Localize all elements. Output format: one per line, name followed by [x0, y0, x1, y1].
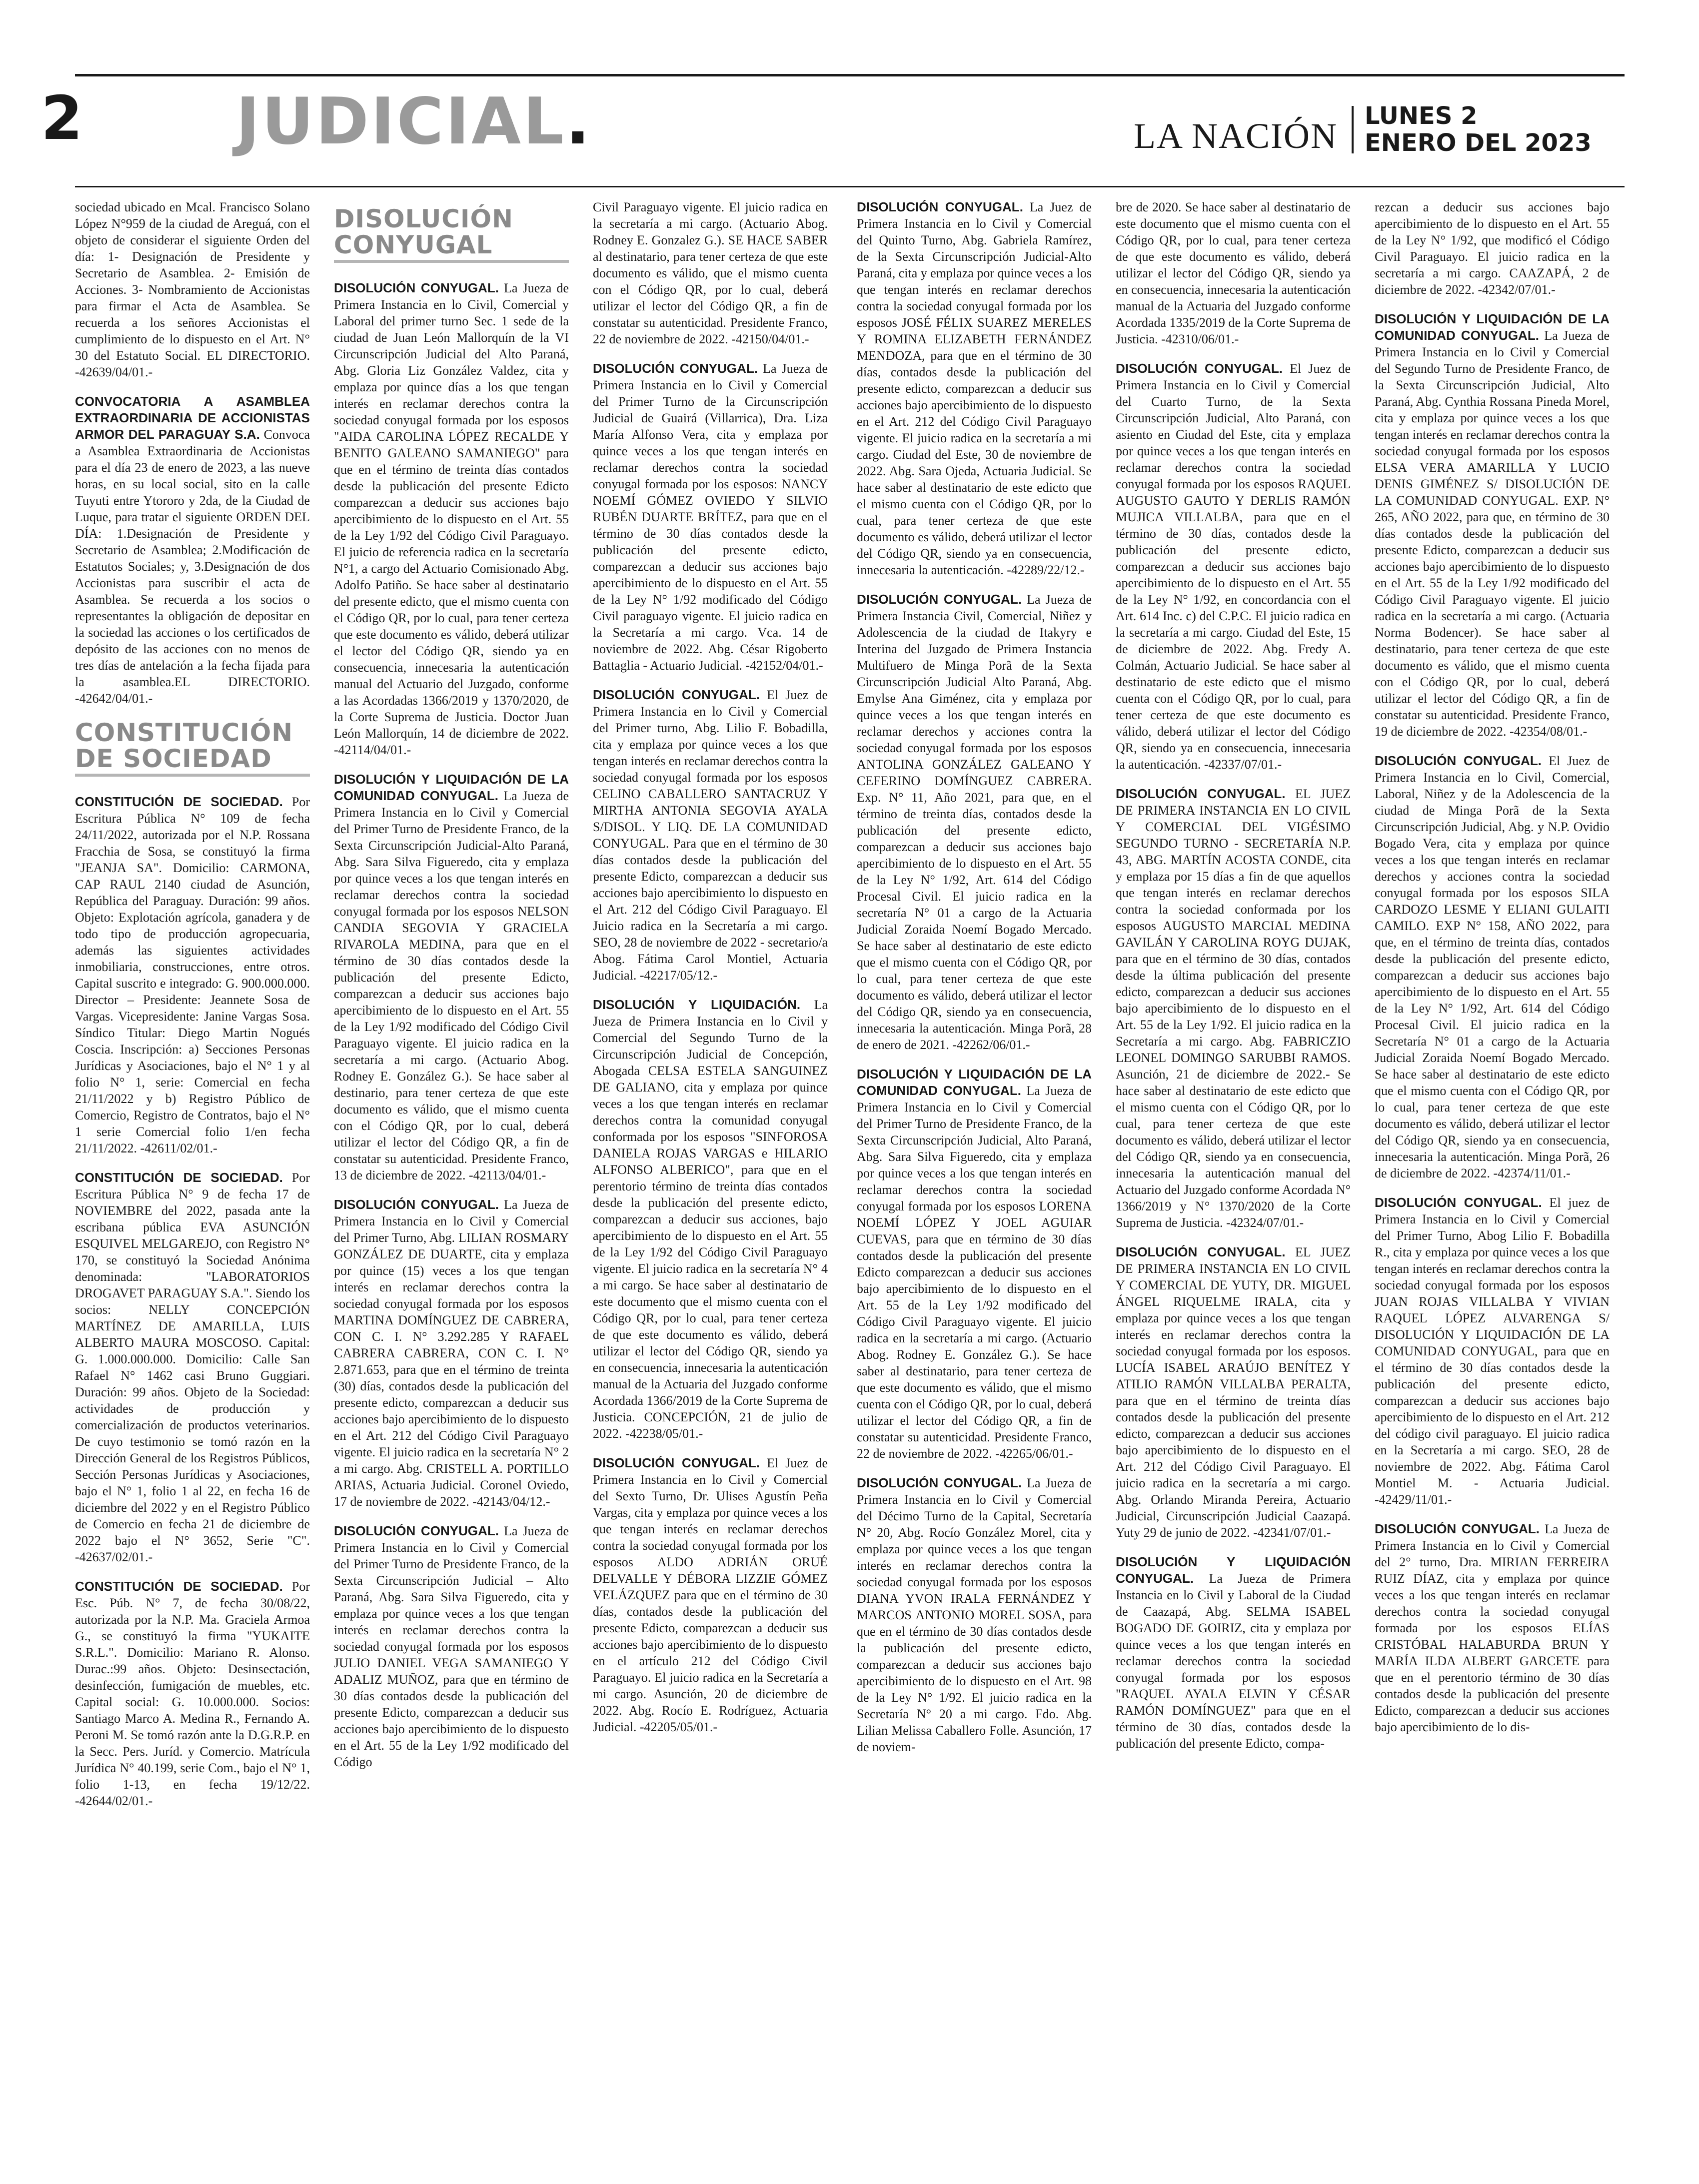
- legal-notice: [1375, 1521, 1610, 1735]
- notice-title: CONSTITUCIÓN DE SOCIEDAD.: [75, 794, 283, 809]
- notice-title: DISOLUCIÓN CONYUGAL.: [1375, 1195, 1542, 1210]
- notice-continuation: [75, 199, 310, 380]
- notice-body: Por Esc. Púb. N° 7, de fecha 30/08/22, autorizada por la N.P. Ma. Graciela Armoa G., se constituyó la firma "YUKAITE S.R.L.". Domicilio: Mariano R. Alonso. Durac.:99 años. Objeto: Desinsectación, desinfección, fumigación de muebles, etc. Capital social: G. 10.000.000. Socios: Santiago Marco A. Medina R., Fernando A. Peroni M. Se tomó razón ante la D.G.R.P. en la Secc. Pers. Juríd. y Comercio. Matrícula Jurídica N° 40.199, serie Com., bajo el N° 1, folio 1-13, en fecha 19/12/22. -42644/02/01.-: [75, 1579, 310, 1808]
- notice-title: DISOLUCIÓN CONYUGAL.: [1375, 1521, 1540, 1536]
- legal-notice: [1116, 786, 1351, 1231]
- notice-body: EL JUEZ DE PRIMERA INSTANCIA EN LO CIVIL Y COMERCIAL DE YUTY, DR. MIGUEL ÁNGEL RIQUELME IRALA, cita y emplaza por quince veces a los que tengan interés en reclamar derechos contra la sociedad conyugal formada por los esposos. LUCÍA ISABEL ARAÚJO BENÍTEZ Y ATILIO RAMÓN VILLALBA PERALTA, para que en el término de treinta días contados desde la publicación del presente edicto, comparezcan a deducir sus acciones bajo apercibimiento de lo dispuesto en el Art. 212 del Código Civil Paraguayo. El juicio radica en la secretaría a mi cargo. Abg. Orlando Miranda Pereira, Actuario Judicial, Circunscripción Judicial Caazapá. Yuty 29 de junio de 2022. -42341/07/01.-: [1116, 1245, 1351, 1540]
- notice-title: DISOLUCIÓN CONYUGAL.: [857, 592, 1022, 607]
- notice-body: La Jueza de Primera Instancia en lo Civil y Laboral de la Ciudad de Caazapá, Abg. SELMA ISABEL BOGADO DE GOIRIZ, cita y emplaza por quince veces a los que tengan interés en reclamar derechos contra la sociedad conyugal formada por los esposos "RAQUEL AYALA ELVIN Y CÉSAR RAMÓN DOMÍNGUEZ" para que en el término de 30 días, contados desde la publicación del presente Edicto, compa-: [1116, 1571, 1351, 1751]
- legal-notice: [1116, 360, 1351, 773]
- notice-body: El Juez de Primera Instancia en lo Civil y Comercial del Primer turno, Abg. Lilio F. Bobadilla, cita y emplaza por quince veces a los que tengan interés en reclamar derechos contra la sociedad conyugal formada por los esposos CELINO CABALLERO SANTACRUZ Y MIRTHA ANTONIA SEGOVIA AYALA S/DISOL. Y LIQ. DE LA COMUNIDAD CONYUGAL. Para que en el término de 30 días contados desde la publicación del presente Edicto, comparezcan a deducir sus acciones bajo apercibimiento lo dispuesto en el Art. 212 del Código Civil Paraguayo. El Juicio radica en la Secretaría a mi cargo. SEO, 28 de noviembre de 2022 - secretario/a Abog. Fátima Carol Montiel, Actuaria Judicial. -42217/05/12.-: [593, 688, 828, 983]
- legal-notice: [75, 794, 310, 1156]
- notice-title: DISOLUCIÓN CONYUGAL.: [593, 361, 758, 376]
- notice-body: La Jueza de Primera Instancia en lo Civil y Comercial del Primer Turno, Abg. LILIAN ROSMARY GONZÁLEZ DE DUARTE, cita y emplaza por quince (15) veces a los que tengan interés en reclamar derechos contra la sociedad conyugal formada por los esposos MARTINA DOMÍNGUEZ DE CABRERA, CON C. I. N° 3.292.285 Y RAFAEL CABRERA CABRERA, CON C. I. N° 2.871.653, para que en el término de treinta (30) días, contados desde la publicación del presente edicto, comparezcan a deducir sus acciones bajo apercibimiento de lo dispuesto en el Art. 212 del Código Civil Paraguayo vigente. El juicio radica en la secretaría N° 2 a mi cargo. Abg. CRISTELL A. PORTILLO ARIAS, Actuaria Judicial. Coronel Oviedo, 17 de noviembre de 2022. -42143/04/12.-: [334, 1197, 569, 1509]
- legal-notice: [1116, 1554, 1351, 1752]
- legal-notice: [857, 591, 1092, 1053]
- notice-body: La Jueza de Primera Instancia Civil, Comercial, Niñez y Adolescencia de la ciudad de Itakyry e Interina del Juzgado de Primera Instancia Multifuero de Minga Porã de la Sexta Circunscripción Judicial Alto Paraná, Abg. Emylse Ana Giménez, cita y emplaza por quince veces a los que tengan interés en reclamar derechos y acciones contra la sociedad conyugal formada por los esposos ANTOLINA GONZÁLEZ GALEANO Y CEFERINO DOMÍNGUEZ CABRERA. Exp. N° 11, Año 2021, para que, en el término de treinta días, contados desde la publicación del presente edicto, comparezcan a deducir sus acciones bajo apercibimiento de lo dispuesto en el Art. 55 de la Ley N° 1/92, Art. 614 del Código Procesal Civil. El juicio radica en la secretaría N° 01 a cargo de la Actuaria Judicial Zoraida Noemí Bogado Mercado. Se hace saber al destinatario de este edicto que el mismo cuenta con el Código QR, por lo cual, para tener certeza de que este documento es válido, deberá utilizar el lector del Código QR, siendo ya en consecuencia, innecesaria la autenticación. Minga Porã, 28 de enero de 2021. -42262/06/01.-: [857, 592, 1092, 1052]
- column-1: [75, 199, 310, 2158]
- notice-body: La Jueza de Primera Instancia en lo Civil y Comercial del Primer Turno de Presidente Franco, de la Sexta Circunscripción Judicial – Alto Paraná, Abg. Sara Silva Figueredo, cita y emplaza por quince veces a los que tengan interés en reclamar derechos contra la sociedad conyugal formada por los esposos JULIO DANIEL VEGA SAMANIEGO Y ADALIZ MUÑOZ, para que en término de 30 días contados desde la publicación del presente Edicto, comparezcan a deducir sus acciones bajo apercibimiento de lo dispuesto en el Art. 55 de la Ley 1/92 modificado del Código: [334, 1524, 569, 1769]
- masthead-separator: [1352, 106, 1354, 153]
- column-4: [857, 199, 1092, 2158]
- header-bottom-rule: [75, 186, 1625, 187]
- legal-notice: [334, 1523, 569, 1770]
- legal-notice: [334, 1196, 569, 1510]
- column-6: [1375, 199, 1610, 2158]
- notice-body: El Juez de Primera Instancia en lo Civil, Comercial, Laboral, Niñez y de la Adolescencia de la ciudad de Minga Porã de la Sexta Circunscripción Judicial, Abg. y N.P. Ovidio Bogado Vera, cita y emplaza por quince veces a los que tengan interés en reclamar derechos y acciones contra la sociedad conyugal formada por los esposos SILA CARDOZO LESME Y ELIANI GULAITI CAMILO. EXP N° 158, AÑO 2022, para que, en el término de treinta días, contados desde la publicación del presente edicto, comparezcan a deducir sus acciones bajo apercibimiento de lo dispuesto en el Art. 55 de la Ley N° 1/92, Art. 614 del Código Procesal Civil. El juicio radica en la Secretaría N° 01 a cargo de la Actuaria Judicial Zoraida Noemí Bogado Mercado. Se hace saber al destinatario de este edicto que el mismo cuenta con el Código QR, por lo cual, para tener certeza de que este documento es válido, deberá utilizar el lector del Código QR, siendo ya en consecuencia, innecesaria la autenticación. Minga Porã, 26 de diciembre de 2022. -42374/11/01.-: [1375, 754, 1610, 1180]
- notice-continuation: [1116, 199, 1351, 347]
- notice-title: DISOLUCIÓN CONYUGAL.: [1375, 753, 1542, 768]
- notice-body: La Juez de Primera Instancia en lo Civil y Comercial del Quinto Turno, Abg. Gabriela Ramírez, de la Sexta Circunscripción Judicial-Alto Paraná, cita y emplaza por quince veces a los que tengan interés en reclamar derechos contra la sociedad conyugal formada por los esposos JOSÉ FÉLIX SUAREZ MERELES Y ROMINA ELIZABETH FERNÁNDEZ MENDOZA, para que en el término de 30 días, contados desde la publicación del presente edicto, comparezcan a deducir sus acciones bajo apercibimiento de lo dispuesto en el Art. 212 del Código Civil Paraguayo vigente. El juicio radica en la secretaría a mi cargo. Ciudad del Este, 30 de noviembre de 2022. Abg. Sara Ojeda, Actuaria Judicial. Se hace saber al destinatario de este edicto que el mismo cuenta con el Código QR, por lo cual, para tener certeza de que este documento es válido, deberá utilizar el lector del Código QR, siendo ya en consecuencia, innecesaria la autenticación. -42289/22/12.-: [857, 200, 1092, 577]
- notice-title: DISOLUCIÓN CONYUGAL.: [334, 1197, 499, 1212]
- notice-body: Por Escritura Pública N° 109 de fecha 24/11/2022, autorizada por el N.P. Rossana Fracchia de Sosa, se constituyó la firma "JEANJA SA". Domicilio: CARMONA, CAP RAUL 2140 ciudad de Asunción, República del Paraguay. Duración: 99 años. Objeto: Explotación agrícola, ganadera y de todo tipo de producción agropecuaria, además las siguientes actividades inmobiliaria, construcciones, entre otros. Capital suscrito e integrado: G. 900.000.000. Director – Presidente: Jeannete Sosa de Vargas. Vicepresidente: Janine Vargas Sosa. Síndico Titular: Diego Martin Nogués Coscia. Inscripción: a) Secciones Personas Jurídicas y Asociaciones, bajo el N° 1 y al folio N° 1, serie: Comercial en fecha 21/11/2022 y b) Registro Público de Comercio, Registro de Contratos, bajo el N° 1 serie Comercial folio 1/en fecha 21/11/2022. -42611/02/01.-: [75, 795, 310, 1155]
- page-number: 2: [41, 84, 83, 153]
- notice-title: DISOLUCIÓN CONYUGAL.: [593, 1455, 760, 1470]
- notice-title: DISOLUCIÓN Y LIQUIDACIÓN.: [593, 997, 801, 1012]
- legal-notice: [1375, 311, 1610, 740]
- section-heading: [334, 206, 569, 263]
- section-title-dot: .: [565, 84, 592, 159]
- section-title: [236, 84, 592, 159]
- notice-body: bre de 2020. Se hace saber al destinatario de este documento que el mismo cuenta con el Código QR, por lo cual, para tener certeza de que este documento es válido, deberá utilizar el lector del Código QR, siendo ya en consecuencia, innecesaria la autenticación manual de la Actuaria del Juzgado conforme Acordada 1335/2019 de la Corte Suprema de Justicia. -42310/06/01.-: [1116, 200, 1351, 346]
- notice-title: CONSTITUCIÓN DE SOCIEDAD.: [75, 1579, 283, 1594]
- notice-body: EL JUEZ DE PRIMERA INSTANCIA EN LO CIVIL Y COMERCIAL DEL VIGÉSIMO SEGUNDO TURNO - SECRETARÍA N.P. 43, ABG. MARTÍN ACOSTA CONDE, cita y emplaza por 15 días a fin de que aquellos que tengan interés en reclamar derechos contra la sociedad conformada por los esposos AUGUSTO MARCIAL MEDINA GAVILÁN Y CAROLINA ROYG DUJAK, para que en el término de 30 días, contados desde la última publicación del presente edicto, comparezcan a deducir sus acciones bajo apercibimiento de lo dispuesto en el Art. 55 de la Ley 1/92. El juicio radica en la Secretaría a mi cargo. Abg. FABRICZIO LEONEL DOMINGO SARUBBI RAMOS. Asunción, 21 de diciembre de 2022.- Se hace saber al destinatario de este edicto que el mismo cuenta con el Código QR, por lo cual, para tener certeza de que este documento es válido, deberá utilizar el lector del Código QR, siendo ya en consecuencia, innecesaria la autenticación manual del Actuario del Juzgado conforme Acordada N° 1366/2019 y N° 1370/2020 de la Corte Suprema de Justicia. -42324/07/01.-: [1116, 787, 1351, 1230]
- legal-notice: [334, 280, 569, 758]
- notice-body: Convoca a Asamblea Extraordinaria de Accionistas para el día 23 de enero de 2023, a las nueve horas, en su local social, sito en la calle Tuyuti entre Ytororo y 2da, de la Ciudad de Luque, para tratar el siguiente ORDEN DEL DÍA: 1.Designación de Presidente y Secretario de Asamblea; 2.Modificación de Estatutos Sociales; y, 3.Designación de dos Accionistas para suscribir el acta de Asamblea. Se recuerda a los socios o representantes la obligación de depositar en la sociedad las acciones o los certificados de depósito de las acciones con no menos de tres días de antelación a la fecha fijada para la asamblea.EL DIRECTORIO. -42642/04/01.-: [75, 427, 310, 706]
- legal-notice: [75, 1578, 310, 1809]
- notice-title: DISOLUCIÓN CONYUGAL.: [857, 1475, 1022, 1490]
- notice-title: DISOLUCIÓN Y LIQUIDACIÓN DE LA COMUNIDAD CONYUGAL.: [1375, 311, 1610, 343]
- notice-body: Por Escritura Pública N° 9 de fecha 17 de NOVIEMBRE del 2022, pasada ante la escribana pública EVA ASUNCIÓN ESQUIVEL MELGAREJO, con Registro N° 170, se constituyó la Sociedad Anónima denominada: "LABORATORIOS DROGAVET PARAGUAY S.A.". Siendo los socios: NELLY CONCEPCIÓN MARTÍNEZ DE AMARILLA, LUIS ALBERTO MAURA MOSCOSO. Capital: G. 1.000.000.000. Domicilio: Calle San Rafael N° 1462 casi Bruno Guggiari. Duración: 99 años. Objeto de la Sociedad: actividades de producción y comercialización de productos veterinarios. De cuyo testimonio se tomó razón en la Dirección General de los Registros Públicos, Sección Personas Jurídicas y Asociaciones, bajo el N° 1, folio 1 al 22, en fecha 16 de diciembre del 2022 y en el Registro Público de Comercio en fecha 21 de diciembre de 2022 bajo el N° 3652, Serie "C". -42637/02/01.-: [75, 1170, 310, 1564]
- legal-notice: [593, 687, 828, 984]
- notice-body: Civil Paraguayo vigente. El juicio radica en la secretaría a mi cargo. (Actuario Abog. Rodney E. Gonzalez G.). SE HACE SABER al destinatario, para tener certeza de que este documento es válido, que el mismo cuenta con el Código QR, por lo cual, deberá utilizar el lector del Código QR, a fin de constatar su autenticidad. Presidente Franco, 22 de noviembre de 2022. -42150/04/01.-: [593, 200, 828, 346]
- notice-title: DISOLUCIÓN Y LIQUIDACIÓN DE LA COMUNIDAD CONYUGAL.: [857, 1067, 1092, 1098]
- legal-notice: [593, 1455, 828, 1735]
- legal-notice: [857, 199, 1092, 578]
- legal-notice: [593, 360, 828, 674]
- notice-title: DISOLUCIÓN CONYUGAL.: [857, 199, 1023, 214]
- column-5: [1116, 199, 1351, 2158]
- notice-title: DISOLUCIÓN CONYUGAL.: [1116, 361, 1283, 376]
- notice-title: DISOLUCIÓN CONYUGAL.: [593, 687, 760, 702]
- notice-title: CONVOCATORIA A ASAMBLEA EXTRAORDINARIA DE ACCIONISTAS ARMOR DEL PARAGUAY S.A.: [75, 394, 310, 442]
- notice-title: DISOLUCIÓN Y LIQUIDACIÓN CONYUGAL.: [1116, 1554, 1351, 1586]
- header-top-rule: [75, 74, 1625, 76]
- legal-notice: [1375, 1194, 1610, 1508]
- notice-continuation: [593, 199, 828, 347]
- notice-body: La Jueza de Primera Instancia en lo Civil y Comercial del 2° turno, Dra. MIRIAN FERREIRA RUIZ DÍAZ, cita y emplaza por quince veces a los que tengan interés en reclamar derechos contra la sociedad conyugal formada por los esposos ELÍAS CRISTÓBAL HALABURDA BRUN Y MARÍA ILDA ALBERT GARCETE para que en el perentorio término de 30 días contados desde la publicación del presente Edicto, comparezcan a deducir sus acciones bajo apercibimiento de lo dis-: [1375, 1522, 1610, 1734]
- notice-body: El Juez de Primera Instancia en lo Civil y Comercial del Sexto Turno, Dr. Ulises Agustín Peña Vargas, cita y emplaza por quince veces a los que tengan interés en reclamar derechos contra la sociedad conyugal formada por los esposos ALDO ADRIÁN ORUÉ DELVALLE Y DÉBORA LIZZIE GÓMEZ VELÁZQUEZ para que en el término de 30 días, contados desde la publicación del presente Edicto, comparezcan a deducir sus acciones bajo apercibimiento de lo dispuesto en el artículo 212 del Código Civil Paraguayo. El juicio radica en la Secretaría a mi cargo. Asunción, 20 de diciembre de 2022. Abg. Rocío E. Rodríguez, Actuaria Judicial. -42205/05/01.-: [593, 1456, 828, 1734]
- notice-body: sociedad ubicado en Mcal. Francisco Solano López N°959 de la ciudad de Areguá, con el objeto de considerar el siguiente Orden del día: 1- Designación de Presidente y Secretario de Asamblea. 2- Emisión de Acciones. 3- Nombramiento de Accionistas para firmar el Acta de Asamblea. Se recuerda a los señores Accionistas el cumplimiento de lo dispuesto en el Art. N° 30 del Estatuto Social. EL DIRECTORIO. -42639/04/01.-: [75, 200, 310, 379]
- notice-title: DISOLUCIÓN CONYUGAL.: [334, 280, 499, 295]
- notice-body: La Jueza de Primera Instancia en lo Civil y Comercial del Primer Turno de Presidente Franco, de la Sexta Circunscripción Judicial, Alto Paraná, Abg. Sara Silva Figueredo, cita y emplaza por quince veces a los que tengan interés en reclamar derechos contra la sociedad conyugal formada por los esposos LORENA NOEMÍ LÓPEZ Y JOEL AGUIAR CUEVAS, para que en término de 30 días contados desde la publicación del presente Edicto comparezcan a deducir sus acciones bajo apercibimiento de lo dispuesto en el Art. 55 de la Ley 1/92 modificado del Código Civil Paraguayo vigente. El juicio radica en la secretaría a mi cargo. (Actuario Abog. Rodney E. González G.). Se hace saber al destinatario, para tener certeza de que este documento es válido, que el mismo cuenta con el Código QR, por lo cual, deberá utilizar el lector del Código QR, a fin de constatar su autenticidad. Presidente Franco, 22 de noviembre de 2022. -42265/06/01.-: [857, 1084, 1092, 1461]
- notice-title: CONSTITUCIÓN DE SOCIEDAD.: [75, 1170, 283, 1185]
- notice-body: La Jueza de Primera Instancia en lo Civil y Comercial del Segundo Turno de Presidente Franco, de la Sexta Circunscripción Judicial, Alto Paraná, Abg. Cynthia Rossana Pineda Morel, cita y emplaza por quince veces a los que tengan interés en reclamar derechos contra la sociedad conyugal formada por los esposos ELSA VERA AMARILLA Y LUCIO DENIS GIMÉNEZ S/ DISOLUCIÓN DE LA COMUNIDAD CONYUGAL. EXP. N° 265, AÑO 2022, para que, en término de 30 días contados desde la publicación del presente Edicto, comparezcan a deducir sus acciones bajo apercibimiento de lo dispuesto en el Art. 55 de la Ley 1/92 modificado del Código Civil Paraguayo vigente. El juicio radica en la secretaría a mi cargo. (Actuaria Norma Bodencer). Se hace saber al destinatario, para tener certeza de que este documento es válido, que el mismo cuenta con el Código QR, por lo cual, deberá utilizar el lector del Código QR, a fin de constatar su autenticidad. Presidente Franco, 19 de diciembre de 2022. -42354/08/01.-: [1375, 328, 1610, 739]
- legal-notice: [334, 771, 569, 1183]
- legal-notice: [1116, 1244, 1351, 1541]
- legal-notice: [75, 1169, 310, 1565]
- notice-title: DISOLUCIÓN CONYUGAL.: [1116, 1244, 1286, 1259]
- legal-notice: [75, 393, 310, 707]
- legal-notice: [593, 997, 828, 1442]
- notice-body: La Jueza de Primera Instancia en lo Civil y Comercial del Primer Turno de Presidente Franco, de la Sexta Circunscripción Judicial-Alto Paraná, Abg. Sara Silva Figueredo, cita y emplaza por quince veces a los que tengan interés en reclamar derechos contra la sociedad conyugal formada por los esposos NELSON CANDIA SEGOVIA Y GRACIELA RIVAROLA MEDINA, para que en el término de 30 días contados desde la publicación del presente Edicto, comparezcan a deducir sus acciones bajo apercibimiento de lo dispuesto en el Art. 55 de la Ley 1/92 modificado del Código Civil Paraguayo vigente. El juicio radica en la secretaría a mi cargo. (Actuario Abog. Rodney E. González G.). Se hace saber al destinario, para tener certeza de que este documento es válido, que el mismo cuenta con el Código QR, por lo cual, deberá utilizar el lector del Código QR, a fin de constatar su autenticidad. Presidente Franco, 13 de diciembre de 2022. -42113/04/01.-: [334, 789, 569, 1182]
- notice-body: La Jueza de Primera Instancia en lo Civil y Comercial del Segundo Turno de la Circunscripción Judicial de Concepción, Abogada CELSA ESTELA SANGUINEZ DE GALIANO, cita y emplaza por quince veces a los que tengan interés en reclamar derechos contra la comunidad conyugal conformada por los esposos "SINFOROSA DANIELA ROJAS VARGAS e HILARIO ALFONSO ALBERICO", para que en el perentorio término de treinta días contados desde la publicación del presente edicto, comparezcan a deducir sus acciones, bajo apercibimiento de lo dispuesto en el Art. 55 de la Ley 1/92 del Código Civil Paraguayo vigente. El juicio radica en la secretaría N° 4 a mi cargo. Se hace saber al destinatario de este documento que el mismo cuenta con el Código QR, por lo cual, para tener certeza de que este documento es válido, deberá utilizar el lector del Código QR, siendo ya en consecuencia, innecesaria la autenticación manual de la Actuaria del Juzgado conforme Acordada 1366/2019 de la Corte Suprema de Justicia. CONCEPCIÓN, 21 de julio de 2022. -42238/05/01.-: [593, 998, 828, 1441]
- notice-body: La Jueza de Primera Instancia en lo Civil y Comercial del Primer Turno de la Circunscripción Judicial de Guairá (Villarrica), Dra. Liza María Alfonso Vera, cita y emplaza por quince veces a los que tengan interés en reclamar derechos contra la sociedad conyugal formada por los esposos: NANCY NOEMÍ GÓMEZ OVIEDO Y SILVIO RUBÉN DUARTE BRÍTEZ, para que en el término de 30 días contados desde la publicación del presente edicto, comparezcan a deducir sus acciones bajo apercibimiento de lo dispuesto en el Art. 55 de la Ley N° 1/92 modificado del Código Civil paraguayo vigente. El juicio radica en la Secretaría a mi cargo. Vca. 14 de noviembre de 2022. Abg. César Rigoberto Battaglia - Actuario Judicial. -42152/04/01.-: [593, 361, 828, 673]
- notice-title: DISOLUCIÓN CONYUGAL.: [1116, 786, 1286, 801]
- section-heading-text: CONSTITUCIÓN DE SOCIEDAD: [75, 718, 293, 773]
- notice-body: El Juez de Primera Instancia en lo Civil y Comercial del Cuarto Turno, de la Sexta Circunscripción Judicial, Alto Paraná, con asiento en Ciudad del Este, cita y emplaza por quince veces a los que tengan interés en reclamar derechos contra la sociedad conyugal formada por los esposos RAQUEL AUGUSTO GAUTO Y DERLIS RAMÓN MUJICA VILLALBA, para que en el término de 30 días, contados desde la publicación del presente edicto, comparezcan a deducir sus acciones bajo apercibimiento de lo dispuesto en el Art. 55 de la Ley N° 1/92, en concordancia con el Art. 614 Inc. c) del C.P.C. El juicio radica en la secretaría a mi cargo. Ciudad del Este, 15 de diciembre de 2022. Abg. Fredy A. Colmán, Actuario Judicial. Se hace saber al destinatario de este edicto que el mismo cuenta con el Código QR, por lo cual, para tener certeza de que este documento es válido, deberá utilizar el lector del Código QR, siendo ya en consecuencia, innecesaria la autenticación. -42337/07/01.-: [1116, 361, 1351, 772]
- issue-date-month-year: ENERO DEL 2023: [1365, 129, 1592, 157]
- column-2: [334, 199, 569, 2158]
- notice-body: El juez de Primera Instancia en lo Civil y Comercial del Primer Turno, Abog Lilio F. Bobadilla R., cita y emplaza por quince veces a los que tengan interés en reclamar derechos contra la sociedad conyugal formada por los esposos JUAN ROJAS VILLALBA Y VIVIAN RAQUEL LÓPEZ ALVARENGA S/ DISOLUCIÓN Y LIQUIDACIÓN DE LA COMUNIDAD CONYUGAL, para que en el término de 30 días contados desde la publicación del presente edicto, comparezcan a deducir sus acciones bajo apercibimiento de lo dispuesto en el Art. 212 del código civil paraguayo. El juicio radica en la Secretaría a mi cargo. SEO, 28 de noviembre de 2022. Abg. Fátima Carol Montiel M. - Actuaria Judicial. -42429/11/01.-: [1375, 1195, 1610, 1507]
- legal-notice: [857, 1066, 1092, 1462]
- section-heading: [75, 720, 310, 777]
- notice-title: DISOLUCIÓN Y LIQUIDACIÓN DE LA COMUNIDAD CONYUGAL.: [334, 772, 569, 803]
- notice-body: rezcan a deducir sus acciones bajo apercibimiento de lo dispuesto en el Art. 55 de la Ley N° 1/92, que modificó el Código Civil Paraguayo. El juicio radica en la secretaría a mi cargo. CAAZAPÁ, 2 de diciembre de 2022. -42342/07/01.-: [1375, 200, 1610, 297]
- masthead-logo: LA NACIÓN: [1134, 116, 1338, 156]
- issue-date-day: LUNES 2: [1365, 102, 1478, 130]
- notice-continuation: [1375, 199, 1610, 298]
- legal-notice: [857, 1475, 1092, 1755]
- section-heading-underline: [334, 260, 569, 263]
- column-3: [593, 199, 828, 2158]
- legal-notice: [1375, 753, 1610, 1181]
- section-heading-underline: [75, 774, 310, 777]
- section-heading-text: DISOLUCIÓN CONYUGAL: [334, 204, 513, 259]
- notice-body: La Jueza de Primera Instancia en lo Civil, Comercial y Laboral del primer turno Sec. 1 sede de la ciudad de Juan León Mallorquín de la VI Circunscripción Judicial del Alto Paraná, Abg. Gloria Liz González Valdez, cita y emplaza por quince días a los que tengan interés en reclamar derechos contra la sociedad conyugal formada por los esposos "AIDA CAROLINA LÓPEZ RECALDE Y BENITO GALEANO SAMANIEGO" para que en el término de treinta días contados desde la publicación del presente Edicto comparezcan a deducir sus acciones bajo apercibimiento de lo dispuesto en el Art. 55 de la Ley 1/92 del Código Civil Paraguayo. El juicio de referencia radica en la secretaría N°1, a cargo del Actuario Comisionado Abg. Adolfo Patiño. Se hace saber al destinatario del presente edicto, que el mismo cuenta con el Código QR, por lo cual, para tener certeza que este documento es válido, deberá utilizar el lector del Código QR, siendo ya en consecuencia, innecesaria la autenticación manual del Actuario del Juzgado, conforme a las Acordadas 1366/2019 y 1370/2020, de la Corte Suprema de Justicia. Doctor Juan León Mallorquín, 14 de diciembre de 2022. -42114/04/01.-: [334, 281, 569, 757]
- notice-title: DISOLUCIÓN CONYUGAL.: [334, 1523, 499, 1538]
- section-title-text: JUDICIAL: [236, 84, 566, 159]
- notice-body: La Jueza de Primera Instancia en lo Civil y Comercial del Décimo Turno de la Capital, Secretaría N° 20, Abg. Rocío González Morel, cita y emplaza por quince veces a los que tengan interés en reclamar derechos contra la sociedad conyugal formada por los esposos DIANA YVON IRALA FERNÁNDEZ Y MARCOS ANTONIO MOREL SOSA, para que en el término de 30 días contados desde la publicación del presente edicto, comparezcan a deducir sus acciones bajo apercibimiento de lo dispuesto en el Art. 98 de la Ley N° 1/92. El juicio radica en la Secretaría N° 20 a mi cargo. Fdo. Abg. Lilian Melissa Caballero Folle. Asunción, 17 de noviem-: [857, 1476, 1092, 1754]
